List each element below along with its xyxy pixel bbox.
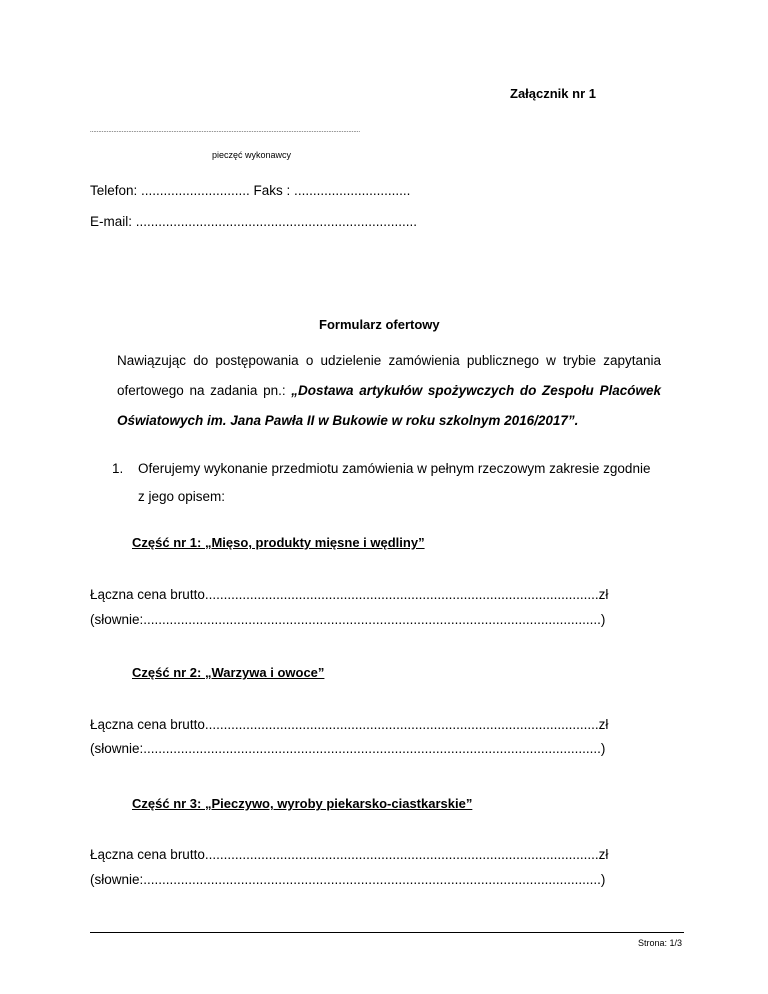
attachment-label: Załącznik nr 1 [510,86,596,101]
part-3-words-field: (słownie:..........................................................................................................................) [90,872,606,887]
offer-item-1 [112,455,672,511]
email-line: E-mail: ........................................................................... [90,214,418,229]
part-3-title: Część nr 3: „Pieczywo, wyroby piekarsko-ciastkarskie” [132,796,473,811]
stamp-dotted-line: .................................................................................................................................................................. [90,128,361,134]
part-2-words-field: (słownie:..........................................................................................................................) [90,741,606,756]
form-title: Formularz ofertowy [319,317,440,332]
footer-divider [90,932,684,933]
part-1-words-field: (słownie:..........................................................................................................................) [90,612,606,627]
project-name: „Dostawa artykułów spożywczych do Zespołu Placówek Oświatowych im. Jana Pawła II w Bukowie w roku szkolnym 2016/2017”. [117,383,661,428]
item-text: Oferujemy wykonanie przedmiotu zamówienia w pełnym rzeczowym zakresie zgodnie [138,461,651,476]
phone-fax-line: Telefon: ............................. Faks : ............................... [90,183,411,198]
part-2-price-field: Łączna cena brutto.........................................................................................................zł [90,717,609,732]
part-1-title: Część nr 1: „Mięso, produkty mięsne i wędliny” [132,535,425,550]
intro-text: Nawiązując do postępowania o udzielenie zamówienia publicznego w trybie zapytania ofertowego na zadania pn.: [117,353,661,398]
part-1-price-field: Łączna cena brutto.........................................................................................................zł [90,587,609,602]
item-text-continuation: z jego opisem: [138,489,226,504]
item-number: 1. [112,461,124,476]
part-3-price-field: Łączna cena brutto.........................................................................................................zł [90,847,609,862]
part-2-title: Część nr 2: „Warzywa i owoce” [132,665,325,680]
intro-paragraph [117,346,661,436]
stamp-label: pieczęć wykonawcy [212,150,292,160]
page-number: Strona: 1/3 [637,938,682,948]
